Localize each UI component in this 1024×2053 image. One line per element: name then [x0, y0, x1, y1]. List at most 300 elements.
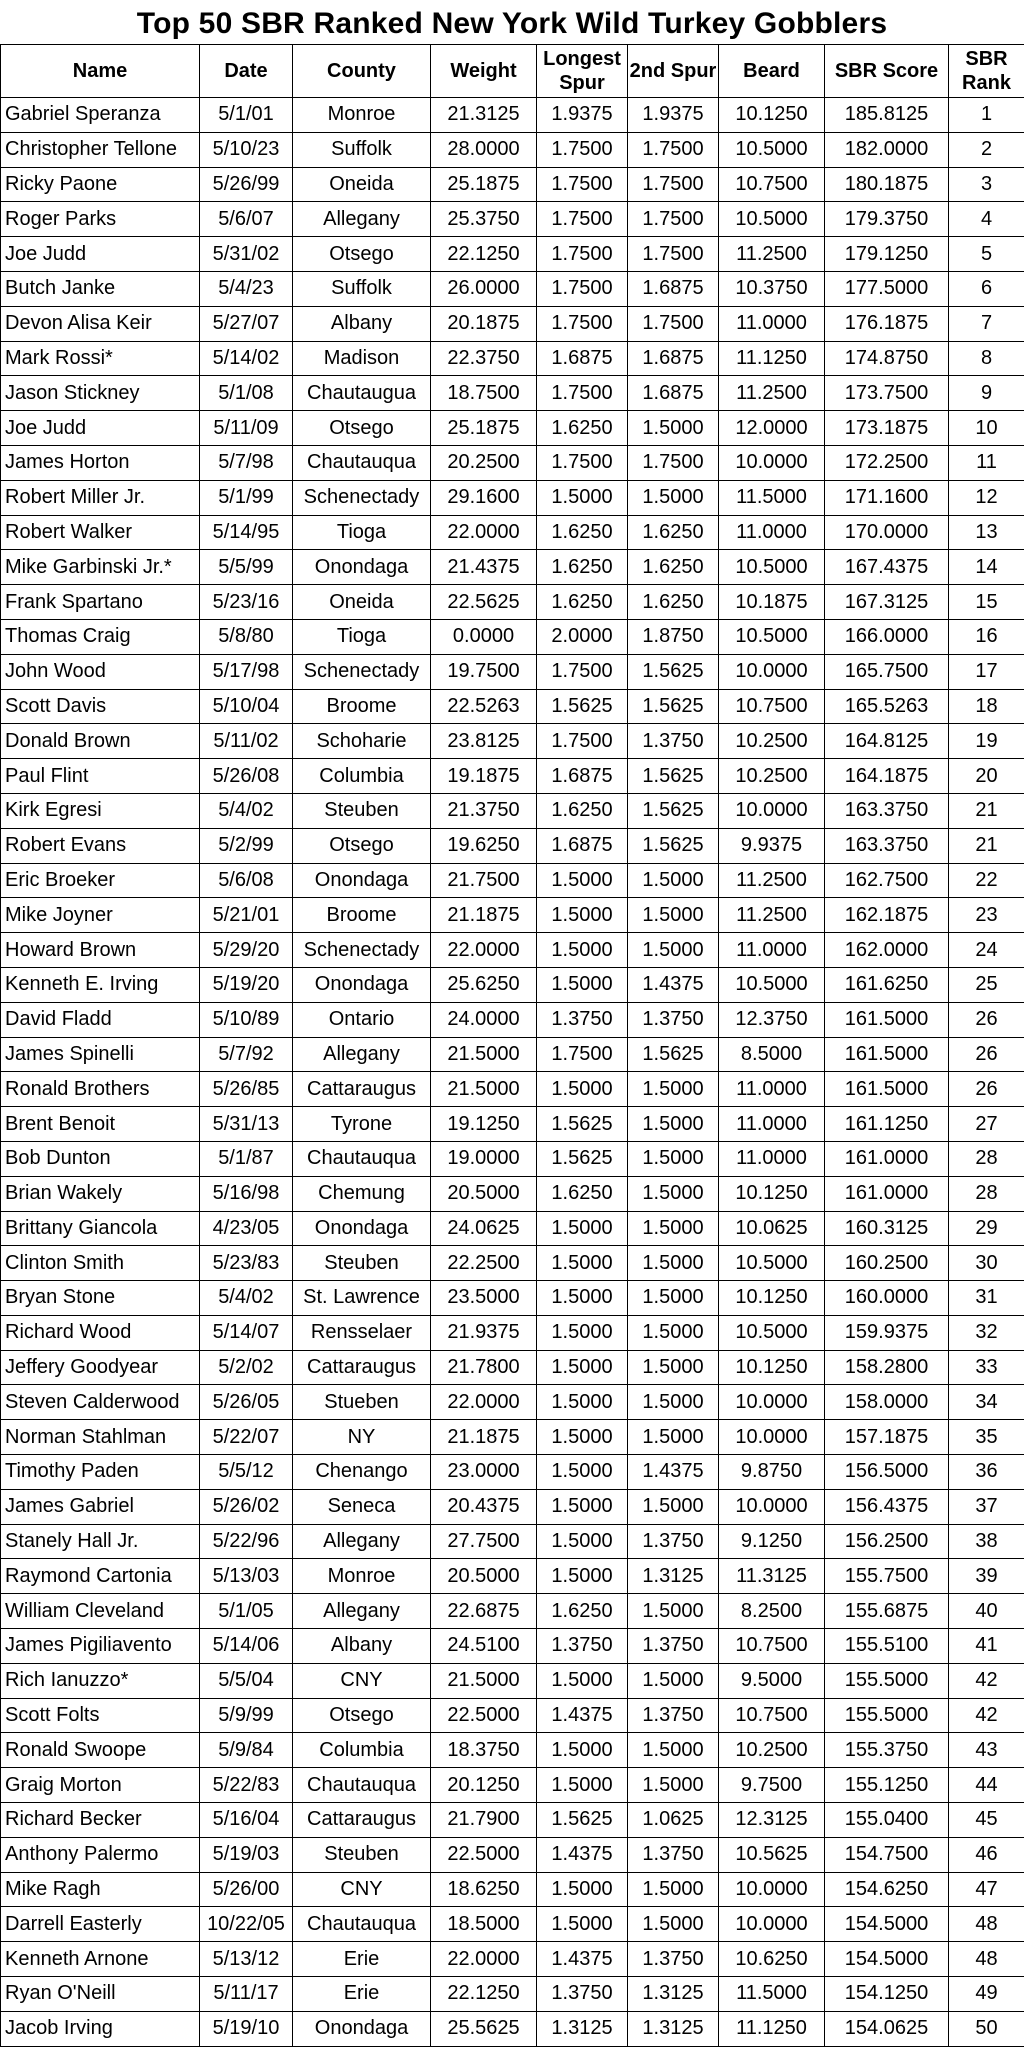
county-cell: Albany	[293, 306, 431, 341]
sbr-score-cell: 155.6875	[825, 1594, 949, 1629]
sbr-score-cell: 161.5000	[825, 1037, 949, 1072]
county-cell: Allegany	[293, 1594, 431, 1629]
sbr-rank-cell: 36	[949, 1455, 1024, 1490]
weight-cell: 29.1600	[431, 480, 537, 515]
sbr-rank-cell: 13	[949, 515, 1024, 550]
sbr-score-cell: 158.2800	[825, 1350, 949, 1385]
longest-spur-cell: 1.5000	[537, 1663, 628, 1698]
longest-spur-cell: 1.6250	[537, 1594, 628, 1629]
weight-cell: 26.0000	[431, 271, 537, 306]
table-row	[1, 1107, 1024, 1142]
name-cell: Donald Brown	[1, 724, 200, 759]
column-header-name: Name	[1, 45, 200, 98]
longest-spur-cell: 1.4375	[537, 1698, 628, 1733]
weight-cell: 25.5625	[431, 2011, 537, 2046]
county-cell: Steuben	[293, 1837, 431, 1872]
sbr-rank-cell: 17	[949, 654, 1024, 689]
table-row	[1, 1524, 1024, 1559]
weight-cell: 22.0000	[431, 1942, 537, 1977]
table-row	[1, 271, 1024, 306]
county-cell: Broome	[293, 898, 431, 933]
beard-cell: 10.1250	[719, 1176, 825, 1211]
longest-spur-cell: 1.5000	[537, 863, 628, 898]
beard-cell: 11.2500	[719, 376, 825, 411]
longest-spur-cell: 1.5000	[537, 1733, 628, 1768]
county-cell: Chautaugua	[293, 376, 431, 411]
table-row	[1, 1246, 1024, 1281]
longest-spur-cell: 1.3125	[537, 2011, 628, 2046]
second-spur-cell: 1.7500	[628, 445, 719, 480]
beard-cell: 10.2500	[719, 724, 825, 759]
longest-spur-cell: 1.7500	[537, 202, 628, 237]
weight-cell: 20.4375	[431, 1489, 537, 1524]
date-cell: 5/16/04	[200, 1803, 293, 1838]
sbr-rank-cell: 25	[949, 967, 1024, 1002]
second-spur-cell: 1.5000	[628, 1663, 719, 1698]
longest-spur-cell: 1.9375	[537, 98, 628, 133]
longest-spur-cell: 1.5000	[537, 1524, 628, 1559]
longest-spur-cell: 1.5000	[537, 1072, 628, 1107]
longest-spur-cell: 1.5000	[537, 1385, 628, 1420]
beard-cell: 10.5000	[719, 619, 825, 654]
weight-cell: 21.5000	[431, 1072, 537, 1107]
name-cell: Kenneth E. Irving	[1, 967, 200, 1002]
second-spur-cell: 1.6250	[628, 550, 719, 585]
county-cell: Tioga	[293, 619, 431, 654]
date-cell: 5/2/99	[200, 828, 293, 863]
sbr-score-cell: 154.1250	[825, 1977, 949, 2012]
date-cell: 5/9/84	[200, 1733, 293, 1768]
sbr-rank-cell: 24	[949, 933, 1024, 968]
county-cell: Steuben	[293, 793, 431, 828]
sbr-rank-cell: 42	[949, 1663, 1024, 1698]
date-cell: 5/21/01	[200, 898, 293, 933]
column-header-beard: Beard	[719, 45, 825, 98]
name-cell: Ronald Swoope	[1, 1733, 200, 1768]
date-cell: 5/22/07	[200, 1420, 293, 1455]
name-cell: Raymond Cartonia	[1, 1559, 200, 1594]
date-cell: 5/19/20	[200, 967, 293, 1002]
sbr-rank-cell: 46	[949, 1837, 1024, 1872]
sbr-rank-cell: 34	[949, 1385, 1024, 1420]
longest-spur-cell: 1.7500	[537, 1037, 628, 1072]
date-cell: 5/7/98	[200, 445, 293, 480]
sbr-rank-cell: 31	[949, 1281, 1024, 1316]
column-header-date: Date	[200, 45, 293, 98]
longest-spur-cell: 1.6250	[537, 411, 628, 446]
weight-cell: 19.1250	[431, 1107, 537, 1142]
sbr-rank-cell: 37	[949, 1489, 1024, 1524]
beard-cell: 10.5000	[719, 202, 825, 237]
beard-cell: 12.0000	[719, 411, 825, 446]
sbr-rank-cell: 14	[949, 550, 1024, 585]
longest-spur-cell: 1.5625	[537, 689, 628, 724]
longest-spur-cell: 1.5000	[537, 1489, 628, 1524]
date-cell: 5/29/20	[200, 933, 293, 968]
sbr-score-cell: 160.2500	[825, 1246, 949, 1281]
sbr-score-cell: 154.5000	[825, 1907, 949, 1942]
second-spur-cell: 1.7500	[628, 237, 719, 272]
weight-cell: 25.1875	[431, 167, 537, 202]
name-cell: Ryan O'Neill	[1, 1977, 200, 2012]
sbr-rank-cell: 28	[949, 1141, 1024, 1176]
sbr-score-cell: 154.5000	[825, 1942, 949, 1977]
longest-spur-cell: 1.5625	[537, 1803, 628, 1838]
sbr-rank-cell: 10	[949, 411, 1024, 446]
longest-spur-cell: 1.6250	[537, 585, 628, 620]
sbr-rank-cell: 26	[949, 1072, 1024, 1107]
second-spur-cell: 1.5625	[628, 793, 719, 828]
name-cell: Brent Benoit	[1, 1107, 200, 1142]
beard-cell: 11.1250	[719, 341, 825, 376]
date-cell: 5/7/92	[200, 1037, 293, 1072]
beard-cell: 10.5000	[719, 1315, 825, 1350]
name-cell: Mark Rossi*	[1, 341, 200, 376]
sbr-rank-cell: 21	[949, 793, 1024, 828]
table-row	[1, 1385, 1024, 1420]
longest-spur-cell: 1.5000	[537, 1872, 628, 1907]
second-spur-cell: 1.5000	[628, 898, 719, 933]
weight-cell: 20.2500	[431, 445, 537, 480]
sbr-rank-cell: 19	[949, 724, 1024, 759]
table-row	[1, 1872, 1024, 1907]
page-title: Top 50 SBR Ranked New York Wild Turkey Gobblers	[136, 7, 888, 40]
county-cell: Stueben	[293, 1385, 431, 1420]
sbr-score-cell: 155.5000	[825, 1663, 949, 1698]
county-cell: Chenango	[293, 1455, 431, 1490]
table-row	[1, 1315, 1024, 1350]
sbr-score-cell: 155.1250	[825, 1768, 949, 1803]
second-spur-cell: 1.5000	[628, 1315, 719, 1350]
beard-cell: 10.0000	[719, 793, 825, 828]
date-cell: 5/11/09	[200, 411, 293, 446]
sbr-score-cell: 155.0400	[825, 1803, 949, 1838]
name-cell: Steven Calderwood	[1, 1385, 200, 1420]
sbr-rank-cell: 16	[949, 619, 1024, 654]
date-cell: 5/16/98	[200, 1176, 293, 1211]
sbr-rank-cell: 26	[949, 1037, 1024, 1072]
longest-spur-cell: 1.5000	[537, 1768, 628, 1803]
county-cell: Onondaga	[293, 2011, 431, 2046]
weight-cell: 22.0000	[431, 1385, 537, 1420]
name-cell: Ronald Brothers	[1, 1072, 200, 1107]
sbr-score-cell: 155.5000	[825, 1698, 949, 1733]
county-cell: Otsego	[293, 237, 431, 272]
longest-spur-cell: 1.4375	[537, 1837, 628, 1872]
sbr-rank-cell: 9	[949, 376, 1024, 411]
name-cell: Graig Morton	[1, 1768, 200, 1803]
beard-cell: 11.2500	[719, 237, 825, 272]
county-cell: Cattaraugus	[293, 1350, 431, 1385]
sbr-score-cell: 162.1875	[825, 898, 949, 933]
beard-cell: 10.5000	[719, 1246, 825, 1281]
name-cell: Ricky Paone	[1, 167, 200, 202]
sbr-score-cell: 160.3125	[825, 1211, 949, 1246]
county-cell: Chautauqua	[293, 1141, 431, 1176]
table-row	[1, 515, 1024, 550]
second-spur-cell: 1.5000	[628, 863, 719, 898]
second-spur-cell: 1.4375	[628, 1455, 719, 1490]
name-cell: James Spinelli	[1, 1037, 200, 1072]
weight-cell: 21.7800	[431, 1350, 537, 1385]
weight-cell: 19.7500	[431, 654, 537, 689]
sbr-score-cell: 167.3125	[825, 585, 949, 620]
table-row	[1, 967, 1024, 1002]
sbr-score-cell: 154.7500	[825, 1837, 949, 1872]
date-cell: 5/23/83	[200, 1246, 293, 1281]
name-cell: Butch Janke	[1, 271, 200, 306]
date-cell: 5/31/13	[200, 1107, 293, 1142]
sbr-rank-cell: 28	[949, 1176, 1024, 1211]
second-spur-cell: 1.5000	[628, 480, 719, 515]
table-row	[1, 132, 1024, 167]
name-cell: Christopher Tellone	[1, 132, 200, 167]
table-row	[1, 1281, 1024, 1316]
name-cell: Robert Evans	[1, 828, 200, 863]
date-cell: 5/5/04	[200, 1663, 293, 1698]
weight-cell: 19.1875	[431, 759, 537, 794]
longest-spur-cell: 1.5000	[537, 1211, 628, 1246]
sbr-rank-cell: 7	[949, 306, 1024, 341]
date-cell: 5/4/02	[200, 1281, 293, 1316]
date-cell: 10/22/05	[200, 1907, 293, 1942]
longest-spur-cell: 1.5000	[537, 967, 628, 1002]
name-cell: Gabriel Speranza	[1, 98, 200, 133]
county-cell: Erie	[293, 1942, 431, 1977]
name-cell: Frank Spartano	[1, 585, 200, 620]
sbr-rank-cell: 8	[949, 341, 1024, 376]
weight-cell: 23.5000	[431, 1281, 537, 1316]
name-cell: William Cleveland	[1, 1594, 200, 1629]
weight-cell: 24.0000	[431, 1002, 537, 1037]
name-cell: Howard Brown	[1, 933, 200, 968]
county-cell: CNY	[293, 1663, 431, 1698]
table-row	[1, 237, 1024, 272]
sbr-rank-cell: 6	[949, 271, 1024, 306]
weight-cell: 18.3750	[431, 1733, 537, 1768]
name-cell: James Horton	[1, 445, 200, 480]
date-cell: 5/26/85	[200, 1072, 293, 1107]
second-spur-cell: 1.5625	[628, 759, 719, 794]
date-cell: 5/9/99	[200, 1698, 293, 1733]
date-cell: 5/13/12	[200, 1942, 293, 1977]
county-cell: Suffolk	[293, 132, 431, 167]
sbr-score-cell: 166.0000	[825, 619, 949, 654]
second-spur-cell: 1.8750	[628, 619, 719, 654]
beard-cell: 12.3750	[719, 1002, 825, 1037]
column-header-sbr-rank: SBR Rank	[949, 45, 1024, 98]
name-cell: James Pigiliavento	[1, 1629, 200, 1664]
name-cell: Robert Walker	[1, 515, 200, 550]
weight-cell: 22.0000	[431, 933, 537, 968]
county-cell: Onondaga	[293, 863, 431, 898]
longest-spur-cell: 1.5000	[537, 1455, 628, 1490]
weight-cell: 21.7500	[431, 863, 537, 898]
longest-spur-cell: 1.3750	[537, 1977, 628, 2012]
second-spur-cell: 1.5000	[628, 1768, 719, 1803]
sbr-score-cell: 155.7500	[825, 1559, 949, 1594]
name-cell: David Fladd	[1, 1002, 200, 1037]
sbr-score-cell: 161.5000	[825, 1072, 949, 1107]
name-cell: James Gabriel	[1, 1489, 200, 1524]
date-cell: 5/19/10	[200, 2011, 293, 2046]
longest-spur-cell: 1.3750	[537, 1002, 628, 1037]
weight-cell: 21.3750	[431, 793, 537, 828]
date-cell: 5/17/98	[200, 654, 293, 689]
beard-cell: 10.7500	[719, 1629, 825, 1664]
date-cell: 5/1/05	[200, 1594, 293, 1629]
rankings-table	[0, 44, 1024, 2047]
name-cell: Darrell Easterly	[1, 1907, 200, 1942]
sbr-rank-cell: 48	[949, 1942, 1024, 1977]
sbr-rank-cell: 47	[949, 1872, 1024, 1907]
longest-spur-cell: 1.5000	[537, 480, 628, 515]
beard-cell: 10.5000	[719, 550, 825, 585]
county-cell: Chemung	[293, 1176, 431, 1211]
county-cell: Chautauqua	[293, 1907, 431, 1942]
name-cell: Kenneth Arnone	[1, 1942, 200, 1977]
sbr-rank-cell: 15	[949, 585, 1024, 620]
county-cell: Otsego	[293, 411, 431, 446]
longest-spur-cell: 1.5000	[537, 1281, 628, 1316]
longest-spur-cell: 1.5000	[537, 1907, 628, 1942]
second-spur-cell: 1.6875	[628, 341, 719, 376]
weight-cell: 24.5100	[431, 1629, 537, 1664]
table-row	[1, 1837, 1024, 1872]
weight-cell: 21.9375	[431, 1315, 537, 1350]
table-row	[1, 898, 1024, 933]
beard-cell: 11.0000	[719, 933, 825, 968]
sbr-score-cell: 165.7500	[825, 654, 949, 689]
second-spur-cell: 1.5625	[628, 1037, 719, 1072]
county-cell: Onondaga	[293, 1211, 431, 1246]
weight-cell: 24.0625	[431, 1211, 537, 1246]
weight-cell: 19.0000	[431, 1141, 537, 1176]
name-cell: Joe Judd	[1, 411, 200, 446]
second-spur-cell: 1.5000	[628, 1872, 719, 1907]
table-row	[1, 98, 1024, 133]
beard-cell: 11.0000	[719, 1107, 825, 1142]
second-spur-cell: 1.5000	[628, 1281, 719, 1316]
table-row	[1, 1768, 1024, 1803]
table-row	[1, 1629, 1024, 1664]
sbr-rank-cell: 44	[949, 1768, 1024, 1803]
beard-cell: 10.5000	[719, 132, 825, 167]
name-cell: Bob Dunton	[1, 1141, 200, 1176]
weight-cell: 20.5000	[431, 1559, 537, 1594]
county-cell: Otsego	[293, 828, 431, 863]
name-cell: Norman Stahlman	[1, 1420, 200, 1455]
weight-cell: 23.8125	[431, 724, 537, 759]
sbr-score-cell: 173.7500	[825, 376, 949, 411]
weight-cell: 25.3750	[431, 202, 537, 237]
weight-cell: 28.0000	[431, 132, 537, 167]
second-spur-cell: 1.3750	[628, 1837, 719, 1872]
county-cell: Erie	[293, 1977, 431, 2012]
weight-cell: 22.5625	[431, 585, 537, 620]
beard-cell: 10.1250	[719, 1281, 825, 1316]
county-cell: Schenectady	[293, 480, 431, 515]
weight-cell: 21.3125	[431, 98, 537, 133]
sbr-score-cell: 165.5263	[825, 689, 949, 724]
beard-cell: 10.1875	[719, 585, 825, 620]
date-cell: 5/2/02	[200, 1350, 293, 1385]
beard-cell: 11.1250	[719, 2011, 825, 2046]
county-cell: Monroe	[293, 98, 431, 133]
beard-cell: 10.2500	[719, 759, 825, 794]
second-spur-cell: 1.5000	[628, 1350, 719, 1385]
longest-spur-cell: 1.7500	[537, 132, 628, 167]
date-cell: 5/11/17	[200, 1977, 293, 2012]
weight-cell: 20.5000	[431, 1176, 537, 1211]
beard-cell: 10.1250	[719, 98, 825, 133]
beard-cell: 10.6250	[719, 1942, 825, 1977]
beard-cell: 9.1250	[719, 1524, 825, 1559]
second-spur-cell: 1.5625	[628, 654, 719, 689]
second-spur-cell: 1.3750	[628, 1698, 719, 1733]
table-row	[1, 793, 1024, 828]
weight-cell: 25.1875	[431, 411, 537, 446]
table-row	[1, 445, 1024, 480]
weight-cell: 20.1875	[431, 306, 537, 341]
table-row	[1, 828, 1024, 863]
table-row	[1, 341, 1024, 376]
longest-spur-cell: 1.7500	[537, 237, 628, 272]
name-cell: Paul Flint	[1, 759, 200, 794]
beard-cell: 11.5000	[719, 480, 825, 515]
second-spur-cell: 1.5625	[628, 828, 719, 863]
county-cell: Suffolk	[293, 271, 431, 306]
county-cell: Cattaraugus	[293, 1072, 431, 1107]
sbr-rank-cell: 35	[949, 1420, 1024, 1455]
name-cell: Kirk Egresi	[1, 793, 200, 828]
name-cell: Mike Garbinski Jr.*	[1, 550, 200, 585]
column-header-2nd-spur: 2nd Spur	[628, 45, 719, 98]
beard-cell: 10.0625	[719, 1211, 825, 1246]
name-cell: Scott Folts	[1, 1698, 200, 1733]
sbr-score-cell: 154.0625	[825, 2011, 949, 2046]
longest-spur-cell: 1.5000	[537, 898, 628, 933]
county-cell: Otsego	[293, 1698, 431, 1733]
sbr-rank-cell: 50	[949, 2011, 1024, 2046]
beard-cell: 11.0000	[719, 1072, 825, 1107]
date-cell: 5/27/07	[200, 306, 293, 341]
longest-spur-cell: 2.0000	[537, 619, 628, 654]
date-cell: 5/22/83	[200, 1768, 293, 1803]
name-cell: Timothy Paden	[1, 1455, 200, 1490]
sbr-score-cell: 179.1250	[825, 237, 949, 272]
weight-cell: 18.5000	[431, 1907, 537, 1942]
date-cell: 5/5/99	[200, 550, 293, 585]
second-spur-cell: 1.5000	[628, 933, 719, 968]
sbr-score-cell: 170.0000	[825, 515, 949, 550]
beard-cell: 10.0000	[719, 445, 825, 480]
beard-cell: 9.5000	[719, 1663, 825, 1698]
name-cell: Anthony Palermo	[1, 1837, 200, 1872]
county-cell: Rensselaer	[293, 1315, 431, 1350]
name-cell: Robert Miller Jr.	[1, 480, 200, 515]
table-row	[1, 480, 1024, 515]
sbr-score-cell: 179.3750	[825, 202, 949, 237]
longest-spur-cell: 1.3750	[537, 1629, 628, 1664]
beard-cell: 10.0000	[719, 1872, 825, 1907]
longest-spur-cell: 1.6250	[537, 793, 628, 828]
date-cell: 5/10/89	[200, 1002, 293, 1037]
second-spur-cell: 1.5000	[628, 1594, 719, 1629]
weight-cell: 19.6250	[431, 828, 537, 863]
date-cell: 5/26/08	[200, 759, 293, 794]
sbr-score-cell: 156.2500	[825, 1524, 949, 1559]
